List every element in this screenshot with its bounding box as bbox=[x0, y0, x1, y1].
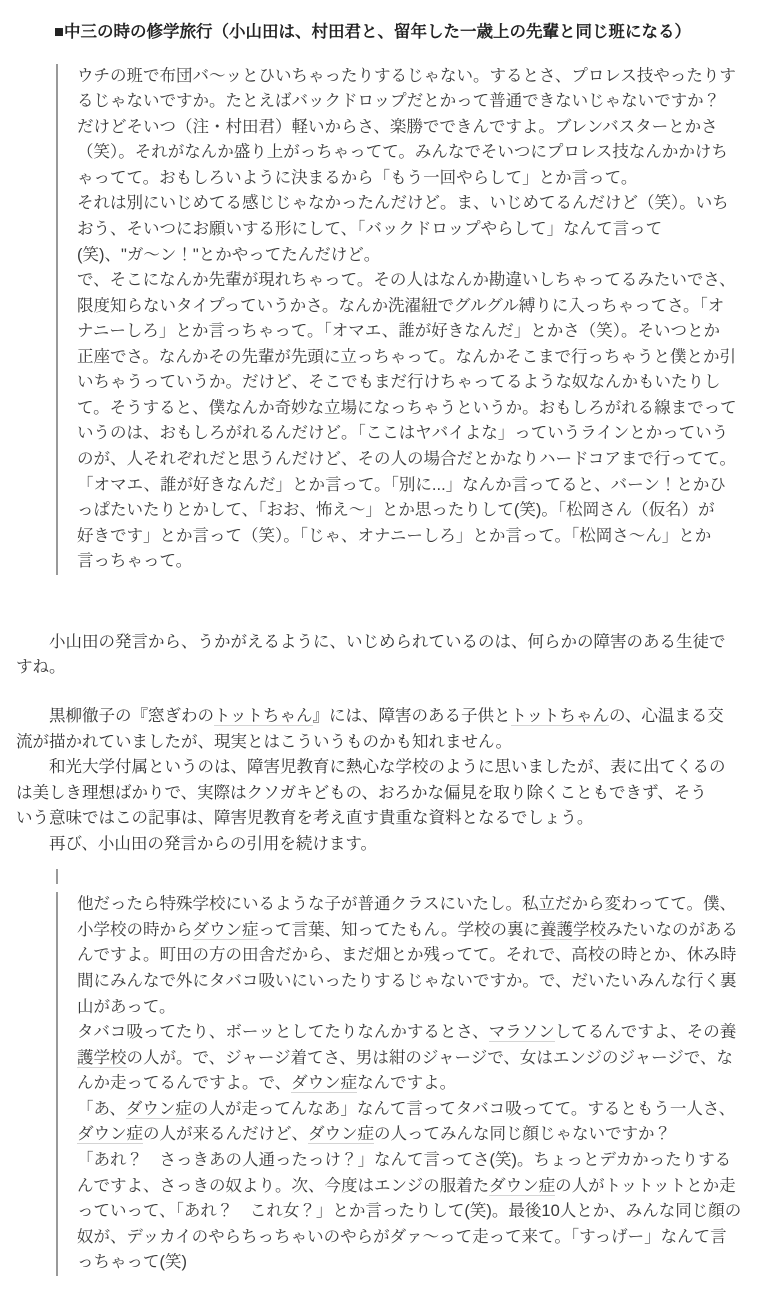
commentary-paragraph-4: 再び、小山田の発言からの引用を続けます。 bbox=[16, 834, 378, 853]
empty-quote-mark bbox=[56, 869, 58, 884]
keyword-link: ダウン症 bbox=[291, 1074, 358, 1093]
interview-quote-block-1: ウチの班で布団バ〜ッとひいちゃったりするじゃない。するとさ、プロレス技やったりす るじゃないですか。たとえばバックドロップだとかって普通できないじゃないですか？ だけどそいつ（注・村田君）軽いからさ、楽勝でできんですよ。ブレンバスターとかさ （笑）。それがなんか盛り上がっちゃってて。みんなでそいつにプロレス技なんかかけち ゃってて。おもしろいように決まるから「もう一回やらして」とか言って。 それは別にいじめてる感じじゃなかったんだけど。ま、いじめてるんだけど（笑）。いち おう、そいつにお願いする形にして、「バックドロップやらして」なんて言って (笑)、"ガ〜ン！"とかやってたんだけど。 で、そこになんか先輩が現れちゃって。その人はなんか勘違いしちゃってるみたいでさ、 限度知らないタイプっていうかさ。なんか洗濯紐でグルグル縛りに入っちゃってさ。「オ ナニーしろ」とか言っちゃって。「オマエ、誰が好きなんだ」とかさ（笑）。そいつとか 正座でさ。なんかその先輩が先頭に立っちゃって。なんかそこまで行っちゃうと僕とか引 いちゃうっていうか。だけど、そこでもまだ行けちゃってるような奴なんかもいたりし て。そうすると、僕なんか奇妙な立場になっちゃうというか。おもしろがれる線までって いうのは、おもしろがれるんだけど。「ここはヤバイよな」っていうラインとかっていう のが、人それぞれだと思うんだけど、その人の場合だとかなりハードコアまで行ってて。 「オマエ、誰が好きなんだ」とか言って。「別に...」なんか言ってると、バーン！とかひ っぱたいたりとかして、「おお、怖え〜」とか思ったりして(笑)。「松岡さん（仮名）が 好きです」とか言って（笑）。「じゃ、オナニーしろ」とか言って。「松岡さ〜ん」とか 言っちゃって。 bbox=[56, 64, 742, 575]
keyword-link: ダウン症 bbox=[192, 920, 259, 939]
section-heading: ■中三の時の修学旅行（小山田は、村田君と、留年した一歳上の先輩と同じ班になる） bbox=[54, 23, 691, 41]
keyword-link: ダウン症 bbox=[489, 1176, 556, 1195]
keyword-link: 養護学校 bbox=[540, 920, 606, 939]
keyword-link: ダウン症 bbox=[125, 1099, 192, 1118]
keyword-link: 護学校 bbox=[77, 1048, 127, 1067]
commentary-section bbox=[16, 630, 742, 858]
commentary-paragraph-2: 黒柳徹子の『窓ぎわのトットちゃん』には、障害のある子供とトットちゃんの、心温まる交 流が描かれていましたが、現実とはこういうものかも知れません。 bbox=[16, 706, 724, 751]
keyword-link: マラソン bbox=[488, 1023, 555, 1042]
commentary-paragraph-1: 小山田の発言から、うかがえるように、いじめられているのは、何らかの障害のある生徒で すね。 bbox=[16, 632, 726, 677]
keyword-link: ダウン症 bbox=[77, 1125, 143, 1144]
keyword-link: トットちゃん bbox=[214, 706, 313, 725]
interview-quote-block-2: 他だったら特殊学校にいるような子が普通クラスにいたし。私立だから変わってて。僕、 小学校の時からダウン症って言葉、知ってたもん。学校の裏に養護学校みたいなのがある んですよ。町田の方の田舎だから、まだ畑とか残ってて。それで、高校の時とか、休み時 間にみんなで外にタバコ吸いにいったりするじゃないですか。で、だいたいみんな行く裏 山があって。 タバコ吸ってたり、ボーッとしてたりなんかするとさ、マラソンしてるんですよ、その養 護学校の人が。で、ジャージ着てさ、男は紺のジャージで、女はエンジのジャージで、な んか走ってるんですよ。で、ダウン症なんですよ。 「あ、ダウン症の人が走ってんなあ」なんて言ってタバコ吸ってて。するともう一人さ、 ダウン症の人が来るんだけど、ダウン症の人ってみんな同じ顔じゃないですか？ 「あれ？ さっきあの人通ったっけ？」なんて言ってさ(笑)。ちょっとデカかったりする んですよ、さっきの奴より。次、今度はエンジの服着たダウン症の人がトットットとか走 っていって、「あれ？ これ女？」とか言ったりして(笑)。最後10人とか、みんな同じ顔の 奴が、デッカイのやらちっちゃいのやらがダァ〜って走って来て。「すっげー」なんて言 っちゃって(笑) bbox=[56, 892, 742, 1275]
keyword-link: ダウン症 bbox=[308, 1125, 374, 1144]
keyword-link: トットちゃん bbox=[510, 706, 610, 725]
commentary-paragraph-3: 和光大学付属というのは、障害児教育に熱心な学校のように思いましたが、表に出てくるの は美しき理想ばかりで、実際はクソガキどもの、おろかな偏見を取り除くこともできず、そう いう意味ではこの記事は、障害児教育を考え直す貴重な資料となるでしょう。 bbox=[16, 758, 726, 828]
